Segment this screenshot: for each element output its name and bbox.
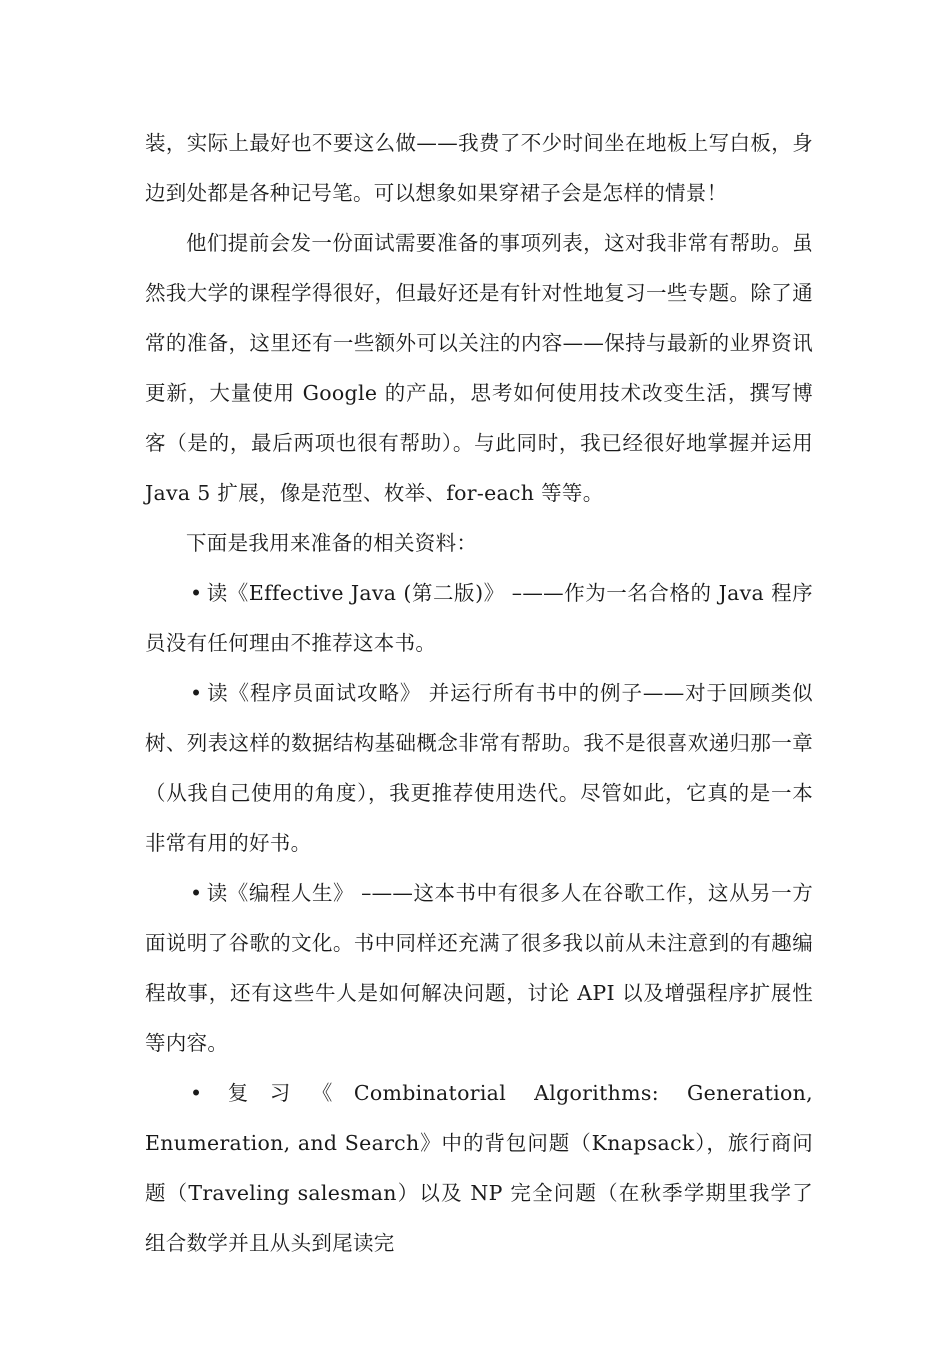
bullet-text: 读《程序员面试攻略》 并运行所有书中的例子——对于回顾类似树、列表这样的数据结构基础概念非常有帮助。我不是很喜欢递归那一章（从我自己使用的角度），我更推荐使用迭代。尽管如此，它真的是一本非常有用的好书。 bbox=[145, 681, 813, 855]
bullet-item-combinatorial-algorithms bbox=[145, 1068, 813, 1268]
body-text bbox=[145, 118, 813, 1268]
bullet-item-interview-guide bbox=[145, 668, 813, 868]
bullet-icon: • bbox=[190, 881, 203, 905]
paragraph-resources-heading: 下面是我用来准备的相关资料： bbox=[186, 531, 478, 555]
bullet-item-coders-at-work bbox=[145, 868, 813, 1068]
bullet-icon: • bbox=[190, 581, 203, 605]
bullet-text: 读《Effective Java (第二版)》 –——作为一名合格的 Java 程序员没有任何理由不推荐这本书。 bbox=[145, 581, 813, 655]
bullet-icon: • bbox=[190, 681, 203, 705]
bullet-item-effective-java bbox=[145, 568, 813, 668]
bullet-icon: • bbox=[190, 1081, 203, 1105]
bullet-text: 复习《Combinatorial Algorithms: Generation, Enumeration, and Search》中的背包问题（Knapsack），旅行商问题（Traveling salesman）以及 NP 完全问题（在秋季学期里我学了组合数学并且从头到尾读完 bbox=[145, 1081, 813, 1255]
bullet-text: 读《编程人生》 –——这本书中有很多人在谷歌工作，这从另一方面说明了谷歌的文化。书中同样还充满了很多我以前从未注意到的有趣编程故事，还有这些牛人是如何解决问题，讨论 API 以及增强程序扩展性等内容。 bbox=[145, 881, 813, 1055]
paragraph-preparation-list-intro: 他们提前会发一份面试需要准备的事项列表，这对我非常有帮助。虽然我大学的课程学得很好，但最好还是有针对性地复习一些专题。除了通常的准备，这里还有一些额外可以关注的内容——保持与最新的业界资讯更新，大量使用 Google 的产品，思考如何使用技术改变生活，撰写博客（是的，最后两项也很有帮助）。与此同时，我已经很好地掌握并运用 Java 5 扩展，像是范型、枚举、for-each 等等。 bbox=[145, 231, 813, 505]
paragraph-continuation: 装，实际上最好也不要这么做——我费了不少时间坐在地板上写白板，身边到处都是各种记号笔。可以想象如果穿裙子会是怎样的情景！ bbox=[145, 131, 813, 205]
